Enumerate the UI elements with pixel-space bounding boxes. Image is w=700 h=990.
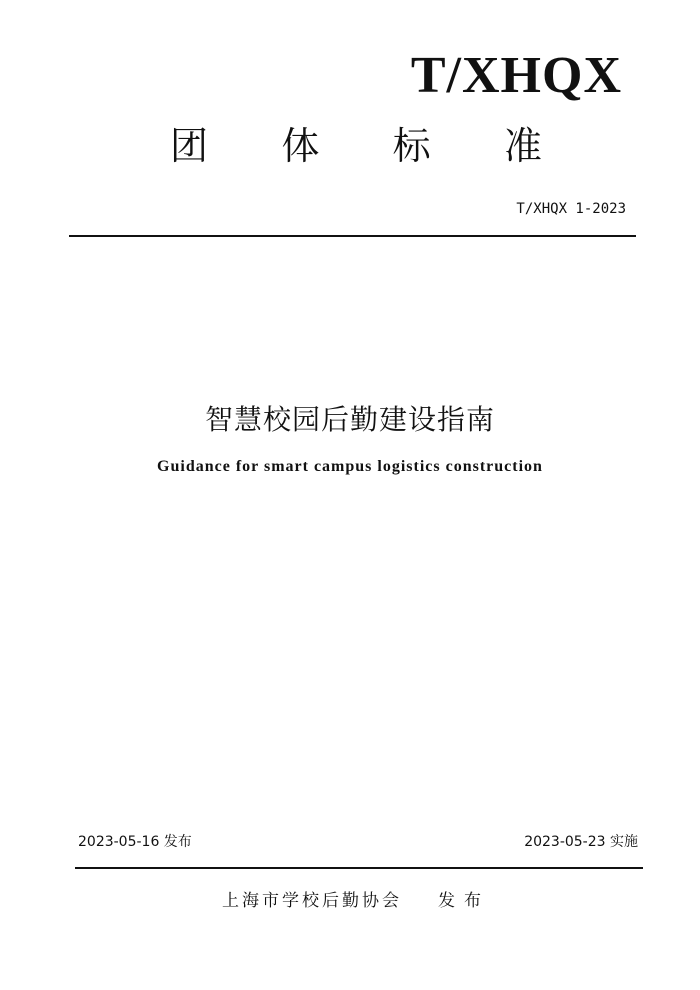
top-divider (69, 235, 636, 237)
document-title-chinese: 智慧校园后勤建设指南 (204, 403, 495, 436)
bottom-divider (75, 867, 643, 869)
standard-type-char: 标 (392, 124, 431, 168)
document-title-english: Guidance for smart campus logistics construction (157, 458, 543, 475)
implementation-date: 2023-05-23 实施 (524, 834, 638, 850)
standard-type-char: 团 (170, 124, 209, 168)
standard-type-heading (170, 122, 542, 170)
publish-label: 发布 (438, 891, 490, 911)
standard-type-char: 体 (281, 124, 320, 168)
standard-number: T/XHQX 1-2023 (516, 201, 626, 217)
standard-type-char: 准 (503, 124, 542, 168)
release-date: 2023-05-16 发布 (78, 834, 192, 850)
publisher-name: 上海市学校后勤协会 (222, 891, 402, 911)
standard-code-heading: T/XHQX (410, 47, 622, 104)
